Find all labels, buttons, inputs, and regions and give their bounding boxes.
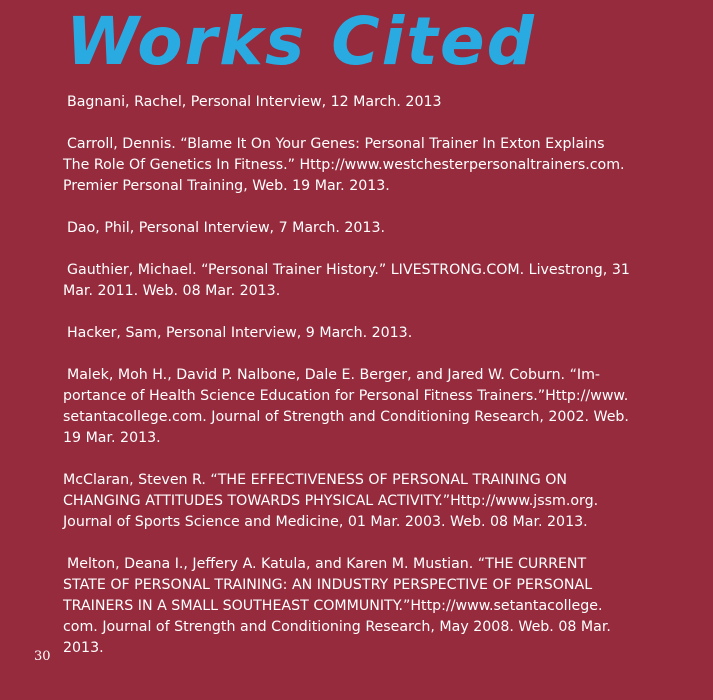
citation-line: Journal of Sports Science and Medicine, 01 Mar. 2003. Web. 08 Mar. 2013. (63, 514, 588, 530)
citation-line: CHANGING ATTITUDES TOWARDS PHYSICAL ACTIVITY.”Http://www.jssm.org. (63, 493, 599, 509)
citation-line: portance of Health Science Education for Personal Fitness Trainers.”Http://www. (63, 388, 629, 404)
page-title: Works Cited (66, 3, 536, 80)
citation-line: Bagnani, Rachel, Personal Interview, 12 March. 2013 (67, 94, 442, 110)
citation-entry (63, 365, 663, 449)
citation-line: 2013. (63, 640, 104, 656)
citation-line: Hacker, Sam, Personal Interview, 9 March. 2013. (67, 325, 413, 341)
citation-line: Premier Personal Training, Web. 19 Mar. 2013. (63, 178, 390, 194)
citation-line: Mar. 2011. Web. 08 Mar. 2013. (63, 283, 281, 299)
citation-line: Carroll, Dennis. “Blame It On Your Genes: Personal Trainer In Exton Explains (67, 136, 605, 152)
citation-line: McClaran, Steven R. “THE EFFECTIVENESS OF PERSONAL TRAINING ON (63, 472, 568, 488)
citation-entry (63, 470, 663, 533)
citation-line: STATE OF PERSONAL TRAINING: AN INDUSTRY PERSPECTIVE OF PERSONAL (63, 577, 593, 593)
works-cited-list (63, 92, 663, 680)
citation-line: TRAINERS IN A SMALL SOUTHEAST COMMUNITY.”Http://www.setantacollege. (63, 598, 603, 614)
citation-entry (63, 134, 663, 197)
citation-entry (63, 554, 663, 659)
citation-line: The Role Of Genetics In Fitness.” Http://www.westchesterpersonaltrainers.com. (63, 157, 625, 173)
citation-line: Melton, Deana I., Jeffery A. Katula, and Karen M. Mustian. “THE CURRENT (67, 556, 587, 572)
citation-line: setantacollege.com. Journal of Strength and Conditioning Research, 2002. Web. (63, 409, 629, 425)
citation-line: com. Journal of Strength and Conditioning Research, May 2008. Web. 08 Mar. (63, 619, 611, 635)
citation-line: Dao, Phil, Personal Interview, 7 March. 2013. (67, 220, 385, 236)
citation-line: Gauthier, Michael. “Personal Trainer History.” LIVESTRONG.COM. Livestrong, 31 (67, 262, 630, 278)
citation-entry (63, 218, 663, 239)
page-number: 30 (34, 649, 51, 664)
citation-line: Malek, Moh H., David P. Nalbone, Dale E. Berger, and Jared W. Coburn. “Im- (67, 367, 601, 383)
citation-line: 19 Mar. 2013. (63, 430, 161, 446)
citation-entry (63, 260, 663, 302)
citation-entry (63, 323, 663, 344)
citation-entry (63, 92, 663, 113)
